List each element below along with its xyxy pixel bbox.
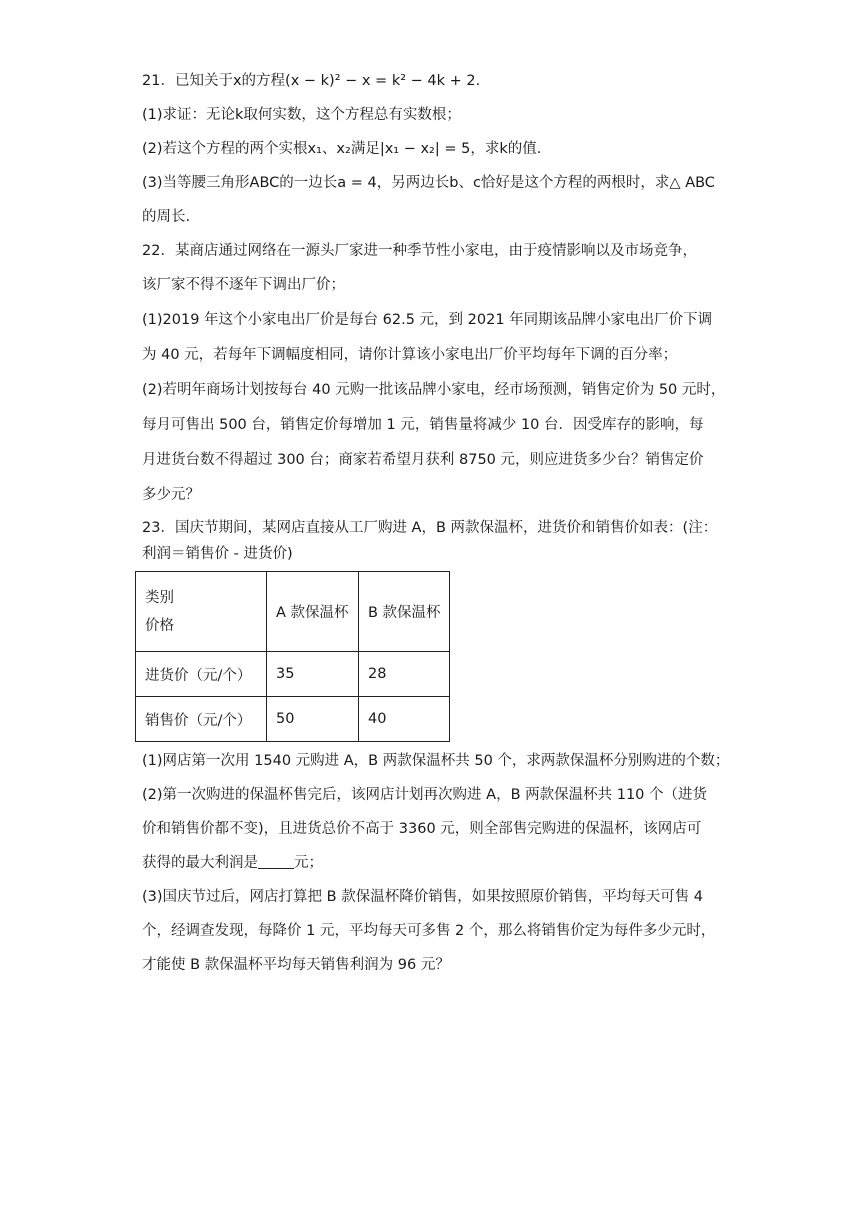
q22-part-1-cont: 为 40 元，若每年下调幅度相同，请你计算该小家电出厂价平均每年下调的百分率； (142, 347, 678, 363)
table-header-b: B 款保温杯 (359, 572, 450, 652)
q22-part-2-cont1: 每月可售出 500 台，销售定价每增加 1 元，销售量将减少 10 台．因受库存的影响，每 (142, 417, 704, 433)
table-cell-a: 35 (267, 652, 359, 697)
answer-blank (258, 854, 294, 869)
table-header-a: A 款保温杯 (267, 572, 359, 652)
q23-part-3-cont1: 个，经调查发现，每降价 1 元，平均每天可多售 2 个，那么将销售价定为每件多少元时， (142, 923, 716, 939)
q23-stem-cont: 利润＝销售价 - 进货价) (142, 546, 293, 562)
table-row (136, 652, 450, 697)
q21-stem: 21．已知关于x的方程(x − k)² − x = k² − 4k + 2. (142, 73, 481, 89)
table-cell-b: 28 (359, 652, 450, 697)
table-cell-a: 50 (267, 697, 359, 742)
q22-part-2: (2)若明年商场计划按每台 40 元购一批该品牌小家电，经市场预测，销售定价为 50 元时， (142, 382, 726, 398)
q23-part-2-unit: 元； (294, 855, 323, 871)
q21-part-3-cont: 的周长. (142, 209, 191, 225)
q23-part-2-cont1: 价和销售价都不变)，且进货总价不高于 3360 元，则全部售完购进的保温杯，该网店可 (142, 821, 702, 837)
table-row (136, 697, 450, 742)
q23-part-2-text: 获得的最大利润是 (142, 855, 258, 871)
table-row-label: 进货价（元/个） (136, 652, 267, 697)
q21-part-1: (1)求证：无论k取何实数，这个方程总有实数根； (142, 107, 461, 123)
table-corner-cell (136, 572, 267, 652)
q23-part-2-cont2 (142, 853, 323, 873)
q21-part-3: (3)当等腰三角形ABC的一边长a = 4，另两边长b、c恰好是这个方程的两根时，求△ ABC (142, 175, 715, 191)
q22-part-1: (1)2019 年这个小家电出厂价是每台 62.5 元，到 2021 年同期该品牌小家电出厂价下调 (142, 312, 713, 328)
q23-part-2: (2)第一次购进的保温杯售完后，该网店计划再次购进 A，B 两款保温杯共 110 个（进货 (142, 787, 708, 803)
q22-stem-cont: 该厂家不得不逐年下调出厂价； (142, 277, 345, 293)
table-cell-b: 40 (359, 697, 450, 742)
price-table (135, 571, 450, 742)
q22-stem: 22．某商店通过网络在一源头厂家进一种季节性小家电，由于疫情影响以及市场竞争， (142, 243, 697, 259)
q23-part-3-cont2: 才能使 B 款保温杯平均每天销售利润为 96 元？ (142, 957, 450, 973)
table-corner-price: 价格 (145, 617, 174, 634)
q23-part-3: (3)国庆节过后，网店打算把 B 款保温杯降价销售，如果按照原价销售，平均每天可售 4 (142, 889, 704, 905)
q21-part-2: (2)若这个方程的两个实根x₁、x₂满足|x₁ − x₂| = 5，求k的值. (142, 141, 542, 157)
q23-stem: 23．国庆节期间，某网店直接从工厂购进 A，B 两款保温杯，进货价和销售价如表：(注： (142, 520, 718, 536)
q23-part-1: (1)网店第一次用 1540 元购进 A，B 两款保温杯共 50 个，求两款保温杯分别购进的个数； (142, 753, 730, 769)
q22-part-2-cont3: 多少元？ (142, 487, 200, 503)
table-row-label: 销售价（元/个） (136, 697, 267, 742)
table-header-row (136, 572, 450, 652)
table-corner-category: 类别 (145, 589, 174, 606)
q22-part-2-cont2: 月进货台数不得超过 300 台；商家若希望月获利 8750 元，则应进货多少台？销售定价 (142, 452, 704, 468)
